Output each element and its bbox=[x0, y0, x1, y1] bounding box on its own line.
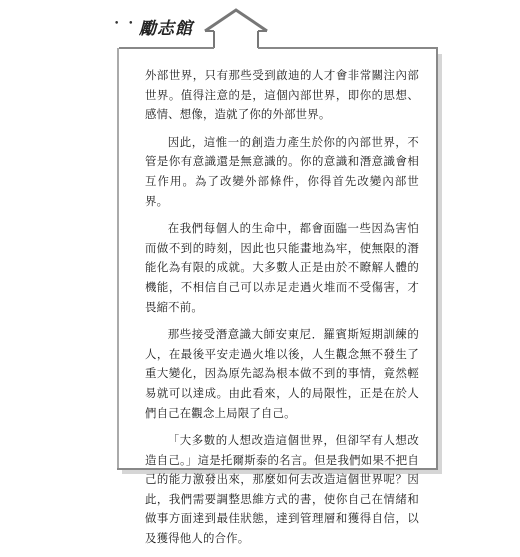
page-shadow-right bbox=[438, 54, 442, 472]
paragraph: 外部世界，只有那些受到啟迪的人才會非常關注內部世界。值得注意的是，這個內部世界，即你的思想、感情、想像，造就了你的外部世界。 bbox=[145, 68, 419, 122]
header-dots: • • bbox=[114, 19, 137, 29]
paragraph: 「大多數的人想改造這個世界，但卻罕有人想改造自己。」這是托爾斯泰的名言。但是我們如果不把自己的能力激發出來，那麼如何去改造這個世界呢？因此，我們需要調整思維方式的書，使你自己在情緒和做事方面達到最佳狀態，達到管理層和獲得自信，以及獲得他人的合作。 bbox=[145, 433, 419, 546]
paragraph: 那些接受潛意識大師安東尼．羅賓斯短期訓練的人，在最後平安走過火堆以後，人生觀念無不發生了重大變化，因為原先認為根本做不到的事情，竟然輕易就可以達成。由此看來，人的局限性，正是在於人們自己在觀念上局限了自己。 bbox=[145, 327, 419, 420]
paragraph: 因此，這惟一的創造力產生於你的內部世界，不管是你有意識還是無意識的。你的意識和潛意識會相互作用。為了改變外部條件，你得首先改變內部世界。 bbox=[145, 134, 419, 208]
body-text bbox=[145, 66, 419, 557]
header-brand-title: 勵志館 bbox=[139, 19, 193, 39]
paragraph: 在我們每個人的生命中，都會面臨一些因為害怕而做不到的時刻，因此也只能畫地為牢，使無限的潛能化為有限的成就。大多數人正是由於不瞭解人體的機能，不相信自己可以赤足走過火堆而不受傷害，才畏縮不前。 bbox=[145, 221, 419, 314]
